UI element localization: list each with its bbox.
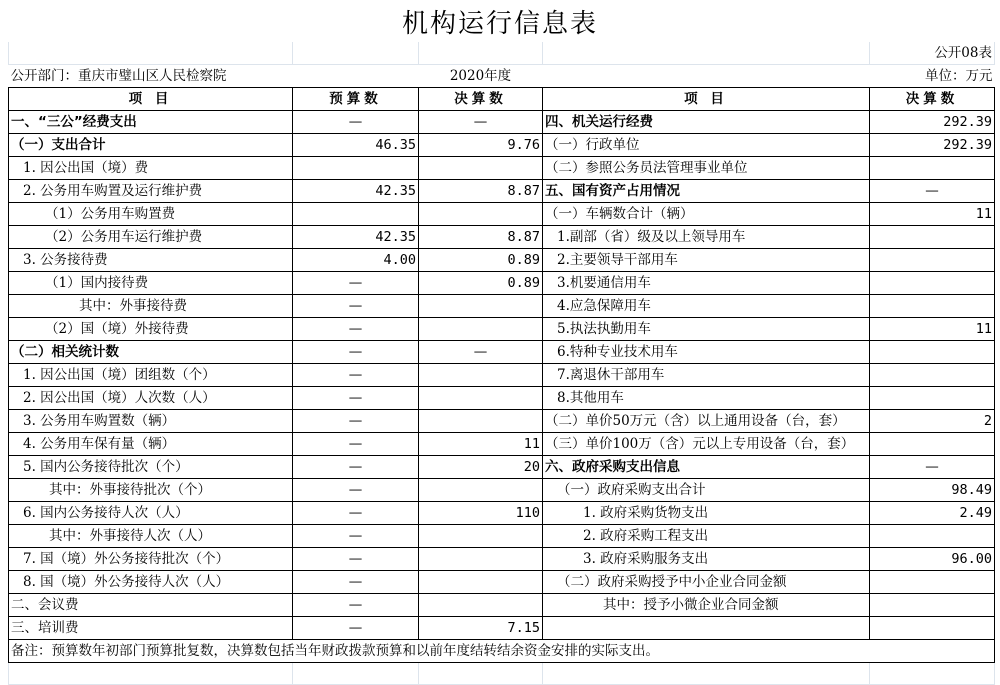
left-item-label: （1）国内接待费	[9, 272, 293, 295]
form-number-row	[9, 42, 995, 65]
form-number: 公开08表	[870, 42, 995, 65]
left-item-label: （2）国（境）外接待费	[9, 318, 293, 341]
budget-value	[293, 157, 419, 180]
right-final-value: —	[870, 180, 995, 203]
left-item-label: （一）支出合计	[9, 134, 293, 157]
final-value: 0.89	[419, 249, 543, 272]
right-final-value: 292.39	[870, 111, 995, 134]
budget-value: 42.35	[293, 180, 419, 203]
left-item-label: 1. 因公出国（境）费	[9, 157, 293, 180]
right-final-value: 292.39	[870, 134, 995, 157]
right-item-label: （二）单价50万元（含）以上通用设备（台，套）	[543, 410, 870, 433]
header-budget: 预算数	[293, 88, 419, 111]
left-item-label: 8. 国（境）外公务接待人次（人）	[9, 571, 293, 594]
budget-value: —	[293, 594, 419, 617]
report-title: 机构运行信息表	[401, 9, 598, 39]
final-value: 110	[419, 502, 543, 525]
right-item-label: 2. 政府采购工程支出	[543, 525, 870, 548]
right-final-value	[870, 272, 995, 295]
final-value: 11	[419, 433, 543, 456]
note-row	[9, 640, 995, 663]
right-item-label: （一）车辆数合计（辆）	[543, 203, 870, 226]
table-row	[9, 502, 995, 525]
table-row	[9, 479, 995, 502]
right-final-value	[870, 594, 995, 617]
table-row	[9, 111, 995, 134]
final-value	[419, 157, 543, 180]
final-value	[419, 571, 543, 594]
budget-value: —	[293, 617, 419, 640]
left-item-label: 5. 国内公务接待批次（个）	[9, 456, 293, 479]
left-item-label: 三、培训费	[9, 617, 293, 640]
table-row	[9, 226, 995, 249]
final-value	[419, 548, 543, 571]
left-item-label: （二）相关统计数	[9, 341, 293, 364]
right-final-value	[870, 341, 995, 364]
meta-row	[9, 65, 995, 88]
final-value	[419, 479, 543, 502]
budget-value	[293, 203, 419, 226]
budget-value: —	[293, 479, 419, 502]
header-final: 决算数	[419, 88, 543, 111]
right-item-label	[543, 617, 870, 640]
final-value: 8.87	[419, 226, 543, 249]
final-value: —	[419, 341, 543, 364]
left-item-label: 一、“三公”经费支出	[9, 111, 293, 134]
unit-label: 单位：万元	[870, 65, 995, 88]
budget-value: —	[293, 318, 419, 341]
right-final-value: 11	[870, 318, 995, 341]
table-row	[9, 548, 995, 571]
right-final-value	[870, 571, 995, 594]
right-item-label: （一）行政单位	[543, 134, 870, 157]
left-item-label: 其中：外事接待人次（人）	[9, 525, 293, 548]
report-table	[8, 42, 995, 685]
left-item-label: 3. 公务接待费	[9, 249, 293, 272]
right-item-label: （二）参照公务员法管理事业单位	[543, 157, 870, 180]
budget-value: —	[293, 387, 419, 410]
final-value	[419, 295, 543, 318]
table-row	[9, 295, 995, 318]
right-final-value	[870, 226, 995, 249]
header-row	[9, 88, 995, 111]
final-value: 0.89	[419, 272, 543, 295]
table-row	[9, 617, 995, 640]
table-row	[9, 571, 995, 594]
final-value	[419, 525, 543, 548]
right-final-value: 96.00	[870, 548, 995, 571]
right-item-label: 2.主要领导干部用车	[543, 249, 870, 272]
right-item-label: （三）单价100万（含）元以上专用设备（台，套）	[543, 433, 870, 456]
right-item-label: 7.离退休干部用车	[543, 364, 870, 387]
table-row	[9, 456, 995, 479]
right-final-value	[870, 617, 995, 640]
header-final-right: 决算数	[870, 88, 995, 111]
table-row	[9, 249, 995, 272]
right-item-label: 六、政府采购支出信息	[543, 456, 870, 479]
budget-value: —	[293, 295, 419, 318]
table-row	[9, 387, 995, 410]
right-item-label: 3.机要通信用车	[543, 272, 870, 295]
right-final-value	[870, 387, 995, 410]
budget-value: —	[293, 111, 419, 134]
table-row	[9, 157, 995, 180]
left-item-label: 二、会议费	[9, 594, 293, 617]
final-value: 8.87	[419, 180, 543, 203]
table-row	[9, 525, 995, 548]
budget-value: —	[293, 502, 419, 525]
final-value	[419, 203, 543, 226]
table-row	[9, 364, 995, 387]
right-final-value	[870, 249, 995, 272]
final-value	[419, 410, 543, 433]
right-item-label: 1. 政府采购货物支出	[543, 502, 870, 525]
table-row	[9, 134, 995, 157]
left-item-label: 2. 公务用车购置及运行维护费	[9, 180, 293, 203]
budget-value: —	[293, 272, 419, 295]
right-item-label: 6.特种专业技术用车	[543, 341, 870, 364]
table-row	[9, 180, 995, 203]
budget-value: —	[293, 571, 419, 594]
budget-value: 46.35	[293, 134, 419, 157]
right-item-label: 4.应急保障用车	[543, 295, 870, 318]
header-item-right: 项 目	[543, 88, 870, 111]
right-final-value	[870, 157, 995, 180]
table-row	[9, 203, 995, 226]
table-row	[9, 341, 995, 364]
right-final-value	[870, 433, 995, 456]
left-item-label: 3. 公务用车购置数（辆）	[9, 410, 293, 433]
table-row	[9, 272, 995, 295]
right-item-label: 8.其他用车	[543, 387, 870, 410]
table-row	[9, 433, 995, 456]
budget-value: 42.35	[293, 226, 419, 249]
left-item-label: 其中：外事接待费	[9, 295, 293, 318]
final-value: —	[419, 111, 543, 134]
department-label: 公开部门：重庆市璧山区人民检察院	[9, 65, 419, 88]
right-final-value	[870, 525, 995, 548]
left-item-label: 其中：外事接待批次（个）	[9, 479, 293, 502]
budget-value: —	[293, 364, 419, 387]
left-item-label: （1）公务用车购置费	[9, 203, 293, 226]
right-final-value: 98.49	[870, 479, 995, 502]
left-item-label: 2. 因公出国（境）人次数（人）	[9, 387, 293, 410]
final-value	[419, 594, 543, 617]
right-item-label: 3. 政府采购服务支出	[543, 548, 870, 571]
budget-value: —	[293, 433, 419, 456]
budget-value: —	[293, 456, 419, 479]
right-final-value	[870, 295, 995, 318]
budget-value: 4.00	[293, 249, 419, 272]
right-final-value: 2.49	[870, 502, 995, 525]
right-item-label: （一）政府采购支出合计	[543, 479, 870, 502]
left-item-label: 6. 国内公务接待人次（人）	[9, 502, 293, 525]
right-item-label: 1.副部（省）级及以上领导用车	[543, 226, 870, 249]
final-value	[419, 364, 543, 387]
budget-value: —	[293, 548, 419, 571]
right-item-label: 四、机关运行经费	[543, 111, 870, 134]
final-value: 9.76	[419, 134, 543, 157]
right-item-label: 5.执法执勤用车	[543, 318, 870, 341]
year-label: 2020年度	[419, 65, 543, 88]
left-item-label: 1. 因公出国（境）团组数（个）	[9, 364, 293, 387]
right-final-value: —	[870, 456, 995, 479]
final-value	[419, 387, 543, 410]
left-item-label: 4. 公务用车保有量（辆）	[9, 433, 293, 456]
right-item-label: （二）政府采购授予中小企业合同金额	[543, 571, 870, 594]
right-final-value: 2	[870, 410, 995, 433]
budget-value: —	[293, 525, 419, 548]
table-row	[9, 318, 995, 341]
left-item-label: （2）公务用车运行维护费	[9, 226, 293, 249]
budget-value: —	[293, 410, 419, 433]
final-value	[419, 318, 543, 341]
table-row	[9, 410, 995, 433]
budget-value: —	[293, 341, 419, 364]
footnote: 备注：预算数年初部门预算批复数，决算数包括当年财政拨款预算和以前年度结转结余资金安排的实际支出。	[9, 640, 995, 663]
table-row	[9, 594, 995, 617]
final-value: 20	[419, 456, 543, 479]
right-item-label: 五、国有资产占用情况	[543, 180, 870, 203]
right-final-value	[870, 364, 995, 387]
right-final-value: 11	[870, 203, 995, 226]
header-item: 项 目	[9, 88, 293, 111]
right-item-label: 其中：授予小微企业合同金额	[543, 594, 870, 617]
left-item-label: 7. 国（境）外公务接待批次（个）	[9, 548, 293, 571]
final-value: 7.15	[419, 617, 543, 640]
